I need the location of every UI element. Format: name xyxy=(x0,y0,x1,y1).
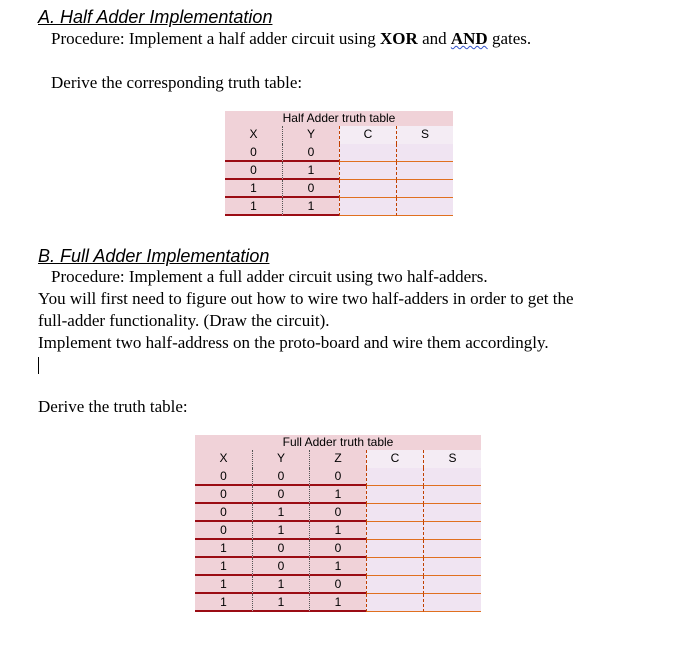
full-table-row xyxy=(195,522,481,540)
full-table-input-c[interactable] xyxy=(366,504,423,522)
section-b-derive: Derive the truth table: xyxy=(38,397,188,416)
full-table-cell-x: 1 xyxy=(195,540,252,558)
half-table-input-s[interactable] xyxy=(396,144,453,162)
full-table-cell-z: 0 xyxy=(309,576,366,594)
full-table-cell-y: 0 xyxy=(252,468,309,486)
full-table-cell-x: 0 xyxy=(195,468,252,486)
half-table-title: Half Adder truth table xyxy=(225,111,453,126)
half-table-header-c: C xyxy=(339,126,396,144)
full-table-cell-z: 0 xyxy=(309,540,366,558)
section-b-line1: Procedure: Implement a full adder circuit using two half-adders. xyxy=(51,267,488,286)
half-table-input-c[interactable] xyxy=(339,162,396,180)
full-table-input-s[interactable] xyxy=(423,540,481,558)
full-table-cell-z: 1 xyxy=(309,486,366,504)
full-table-input-c[interactable] xyxy=(366,522,423,540)
half-table-cell-x: 1 xyxy=(225,180,282,198)
full-table-input-c[interactable] xyxy=(366,594,423,612)
full-table-row xyxy=(195,486,481,504)
full-table-input-s[interactable] xyxy=(423,594,481,612)
half-table-header-y: Y xyxy=(282,126,339,144)
full-table-cell-z: 1 xyxy=(309,522,366,540)
full-table-cell-y: 0 xyxy=(252,540,309,558)
full-table-header-s: S xyxy=(423,450,481,468)
full-table-input-s[interactable] xyxy=(423,468,481,486)
full-table-header-y: Y xyxy=(252,450,309,468)
text-cursor[interactable] xyxy=(38,357,39,374)
full-table-header-c: C xyxy=(366,450,423,468)
section-a-heading: A. Half Adder Implementation xyxy=(38,7,273,27)
full-table-header-z: Z xyxy=(309,450,366,468)
section-b-line4: Implement two half-address on the proto-board and wire them accordingly. xyxy=(38,333,549,352)
xor-word: XOR xyxy=(380,29,418,48)
half-table-cell-y: 0 xyxy=(282,180,339,198)
full-table-cell-y: 1 xyxy=(252,522,309,540)
and-gate-word: AND xyxy=(450,29,488,48)
half-table-cell-x: 0 xyxy=(225,144,282,162)
full-table-input-s[interactable] xyxy=(423,522,481,540)
full-table-cell-x: 1 xyxy=(195,558,252,576)
full-table-input-s[interactable] xyxy=(423,504,481,522)
full-table-input-c[interactable] xyxy=(366,558,423,576)
full-table-row xyxy=(195,540,481,558)
full-table-cell-y: 1 xyxy=(252,576,309,594)
section-b-line2: You will first need to figure out how to wire two half-adders in order to get the xyxy=(38,289,574,308)
half-table-input-s[interactable] xyxy=(396,198,453,216)
half-table-input-s[interactable] xyxy=(396,180,453,198)
half-table-row xyxy=(225,144,453,162)
half-table-row xyxy=(225,162,453,180)
and-word: and xyxy=(422,29,447,48)
full-table-input-c[interactable] xyxy=(366,486,423,504)
section-b-heading: B. Full Adder Implementation xyxy=(38,246,270,266)
procedure-prefix: Procedure: Implement a half adder circuit using xyxy=(51,29,381,48)
full-table-cell-z: 1 xyxy=(309,594,366,612)
full-table-row xyxy=(195,558,481,576)
full-table-cell-y: 1 xyxy=(252,504,309,522)
half-table-input-c[interactable] xyxy=(339,198,396,216)
section-a-procedure xyxy=(51,28,531,50)
full-adder-truth-table xyxy=(195,435,481,625)
half-table-cell-y: 0 xyxy=(282,144,339,162)
half-table-header-x: X xyxy=(225,126,282,144)
gates-word: gates. xyxy=(491,29,532,48)
full-table-cell-z: 0 xyxy=(309,468,366,486)
full-table-cell-y: 0 xyxy=(252,486,309,504)
full-table-input-c[interactable] xyxy=(366,468,423,486)
full-table-row xyxy=(195,504,481,522)
half-table-cell-x: 1 xyxy=(225,198,282,216)
full-table-header-row xyxy=(195,450,481,468)
full-table-cell-z: 0 xyxy=(309,504,366,522)
half-table-row xyxy=(225,198,453,216)
full-table-cell-y: 0 xyxy=(252,558,309,576)
half-table-row xyxy=(225,180,453,198)
half-table-input-c[interactable] xyxy=(339,144,396,162)
full-table-input-s[interactable] xyxy=(423,486,481,504)
section-a-derive: Derive the corresponding truth table: xyxy=(51,73,303,92)
full-table-header-x: X xyxy=(195,450,252,468)
full-table-input-s[interactable] xyxy=(423,576,481,594)
section-b-line3: full-adder functionality. (Draw the circuit). xyxy=(38,311,330,330)
full-table-row xyxy=(195,594,481,612)
full-table-row xyxy=(195,576,481,594)
half-table-input-c[interactable] xyxy=(339,180,396,198)
full-table-cell-x: 1 xyxy=(195,594,252,612)
full-table-cell-z: 1 xyxy=(309,558,366,576)
full-table-cell-x: 0 xyxy=(195,486,252,504)
full-table-input-c[interactable] xyxy=(366,540,423,558)
full-table-cell-x: 1 xyxy=(195,576,252,594)
half-adder-truth-table xyxy=(225,111,453,226)
half-table-header-s: S xyxy=(396,126,453,144)
full-table-title: Full Adder truth table xyxy=(195,435,481,450)
full-table-cell-x: 0 xyxy=(195,522,252,540)
half-table-input-s[interactable] xyxy=(396,162,453,180)
full-table-input-c[interactable] xyxy=(366,576,423,594)
half-table-cell-x: 0 xyxy=(225,162,282,180)
full-table-cell-y: 1 xyxy=(252,594,309,612)
full-table-input-s[interactable] xyxy=(423,558,481,576)
half-table-cell-y: 1 xyxy=(282,198,339,216)
half-table-header-row xyxy=(225,126,453,144)
half-table-cell-y: 1 xyxy=(282,162,339,180)
full-table-cell-x: 0 xyxy=(195,504,252,522)
full-table-row xyxy=(195,468,481,486)
